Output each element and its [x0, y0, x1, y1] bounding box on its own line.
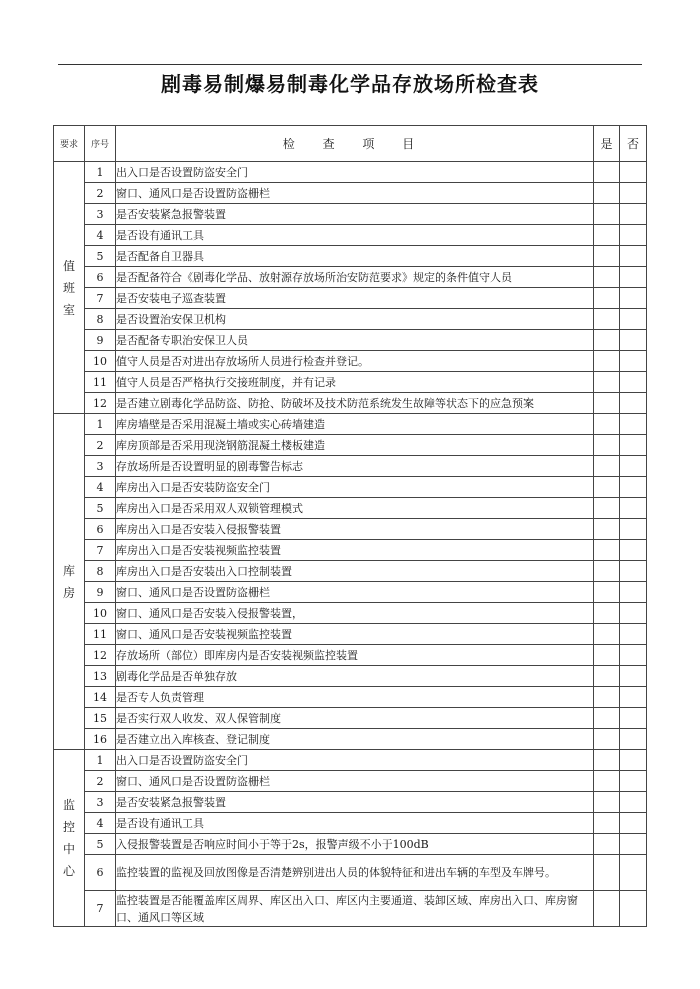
no-cell[interactable] [620, 498, 647, 519]
no-cell[interactable] [620, 855, 647, 891]
yes-cell[interactable] [594, 225, 620, 246]
yes-cell[interactable] [594, 519, 620, 540]
no-cell[interactable] [620, 891, 647, 927]
check-item-text: 是否安装紧急报警装置 [116, 792, 594, 813]
table-row [54, 330, 647, 351]
check-item-text: 是否配备自卫器具 [116, 246, 594, 267]
check-item-text: 是否专人负责管理 [116, 687, 594, 708]
table-row [54, 855, 647, 891]
check-item-text: 存放场所（部位）即库房内是否安装视频监控装置 [116, 645, 594, 666]
table-row [54, 267, 647, 288]
check-item-text: 是否安装电子巡查装置 [116, 288, 594, 309]
check-item-text: 值守人员是否对进出存放场所人员进行检查并登记。 [116, 351, 594, 372]
header-check-item-label: 检 查 项 目 [282, 137, 427, 151]
table-row [54, 645, 647, 666]
check-item-text: 是否安装紧急报警装置 [116, 204, 594, 225]
yes-cell[interactable] [594, 792, 620, 813]
row-seq: 2 [85, 771, 116, 792]
no-cell[interactable] [620, 330, 647, 351]
row-seq: 12 [85, 645, 116, 666]
row-seq: 4 [85, 225, 116, 246]
row-seq: 7 [85, 288, 116, 309]
check-item-text: 库房出入口是否安装出入口控制装置 [116, 561, 594, 582]
table-row [54, 561, 647, 582]
yes-cell[interactable] [594, 393, 620, 414]
table-row [54, 435, 647, 456]
table-row [54, 309, 647, 330]
table-row [54, 540, 647, 561]
table-row [54, 372, 647, 393]
row-seq: 8 [85, 561, 116, 582]
check-item-text: 剧毒化学品是否单独存放 [116, 666, 594, 687]
table-row [54, 708, 647, 729]
table-row [54, 813, 647, 834]
no-cell[interactable] [620, 603, 647, 624]
table-row [54, 603, 647, 624]
no-cell[interactable] [620, 666, 647, 687]
row-seq: 15 [85, 708, 116, 729]
row-seq: 1 [85, 750, 116, 771]
no-cell[interactable] [620, 204, 647, 225]
header-requirement: 要求 [54, 126, 85, 162]
table-body [54, 162, 647, 927]
yes-cell[interactable] [594, 708, 620, 729]
row-seq: 12 [85, 393, 116, 414]
row-seq: 1 [85, 162, 116, 183]
yes-cell[interactable] [594, 666, 620, 687]
row-seq: 9 [85, 330, 116, 351]
yes-cell[interactable] [594, 540, 620, 561]
table-row [54, 582, 647, 603]
table-row [54, 834, 647, 855]
no-cell[interactable] [620, 246, 647, 267]
table-row [54, 729, 647, 750]
no-cell[interactable] [620, 708, 647, 729]
check-item-text: 库房顶部是否采用现浇钢筋混凝土楼板建造 [116, 435, 594, 456]
yes-cell[interactable] [594, 624, 620, 645]
row-seq: 14 [85, 687, 116, 708]
table-row [54, 624, 647, 645]
table-row [54, 477, 647, 498]
row-seq: 16 [85, 729, 116, 750]
no-cell[interactable] [620, 414, 647, 435]
no-cell[interactable] [620, 834, 647, 855]
header-no: 否 [620, 126, 647, 162]
row-seq: 7 [85, 891, 116, 927]
table-row [54, 351, 647, 372]
no-cell[interactable] [620, 456, 647, 477]
row-seq: 11 [85, 372, 116, 393]
check-item-text: 库房出入口是否安装入侵报警装置 [116, 519, 594, 540]
no-cell[interactable] [620, 351, 647, 372]
check-item-text: 是否实行双人收发、双人保管制度 [116, 708, 594, 729]
row-seq: 13 [85, 666, 116, 687]
check-item-text: 是否建立剧毒化学品防盗、防抢、防破坏及技术防范系统发生故障等状态下的应急预案 [116, 393, 594, 414]
table-row [54, 246, 647, 267]
row-seq: 11 [85, 624, 116, 645]
table-row [54, 393, 647, 414]
no-cell[interactable] [620, 771, 647, 792]
check-item-text: 值守人员是否严格执行交接班制度，并有记录 [116, 372, 594, 393]
section-label [54, 162, 85, 414]
check-item-text: 库房出入口是否安装视频监控装置 [116, 540, 594, 561]
check-item-text: 库房出入口是否安装防盗安全门 [116, 477, 594, 498]
section-label-text: 值班室 [62, 258, 75, 317]
no-cell[interactable] [620, 561, 647, 582]
row-seq: 8 [85, 309, 116, 330]
no-cell[interactable] [620, 393, 647, 414]
no-cell[interactable] [620, 687, 647, 708]
check-item-text: 库房墙壁是否采用混凝土墙或实心砖墙建造 [116, 414, 594, 435]
yes-cell[interactable] [594, 645, 620, 666]
table-row [54, 204, 647, 225]
no-cell[interactable] [620, 288, 647, 309]
row-seq: 9 [85, 582, 116, 603]
no-cell[interactable] [620, 477, 647, 498]
yes-cell[interactable] [594, 687, 620, 708]
row-seq: 4 [85, 813, 116, 834]
yes-cell[interactable] [594, 351, 620, 372]
header-yes: 是 [594, 126, 620, 162]
row-seq: 3 [85, 456, 116, 477]
check-item-text: 窗口、通风口是否安装入侵报警装置， [116, 603, 594, 624]
row-seq: 10 [85, 603, 116, 624]
yes-cell[interactable] [594, 582, 620, 603]
no-cell[interactable] [620, 309, 647, 330]
section-label-text: 监控中心 [62, 798, 75, 878]
check-item-text: 是否建立出入库核查、登记制度 [116, 729, 594, 750]
no-cell[interactable] [620, 750, 647, 771]
table-row [54, 162, 647, 183]
no-cell[interactable] [620, 582, 647, 603]
check-item-text: 入侵报警装置是否响应时间小于等于2s，报警声级不小于100dB [116, 834, 594, 855]
yes-cell[interactable] [594, 498, 620, 519]
no-cell[interactable] [620, 813, 647, 834]
yes-cell[interactable] [594, 603, 620, 624]
yes-cell[interactable] [594, 813, 620, 834]
table-row [54, 519, 647, 540]
yes-cell[interactable] [594, 288, 620, 309]
no-cell[interactable] [620, 162, 647, 183]
row-seq: 7 [85, 540, 116, 561]
check-item-text: 出入口是否设置防盗安全门 [116, 750, 594, 771]
no-cell[interactable] [620, 372, 647, 393]
section-label-text: 库房 [62, 563, 75, 600]
yes-cell[interactable] [594, 162, 620, 183]
no-cell[interactable] [620, 645, 647, 666]
inspection-table [53, 125, 647, 927]
header-row [54, 126, 647, 162]
row-seq: 4 [85, 477, 116, 498]
yes-cell[interactable] [594, 267, 620, 288]
header-check-item [116, 126, 594, 162]
row-seq: 5 [85, 246, 116, 267]
yes-cell[interactable] [594, 372, 620, 393]
yes-cell[interactable] [594, 204, 620, 225]
no-cell[interactable] [620, 519, 647, 540]
table-row [54, 792, 647, 813]
table-row [54, 183, 647, 204]
no-cell[interactable] [620, 624, 647, 645]
row-seq: 3 [85, 792, 116, 813]
yes-cell[interactable] [594, 834, 620, 855]
check-item-text: 是否配备符合《剧毒化学品、放射源存放场所治安防范要求》规定的条件值守人员 [116, 267, 594, 288]
check-item-text: 是否设有通讯工具 [116, 225, 594, 246]
table-row [54, 750, 647, 771]
check-item-text: 窗口、通风口是否设置防盗栅栏 [116, 183, 594, 204]
yes-cell[interactable] [594, 477, 620, 498]
page-title: 剧毒易制爆易制毒化学品存放场所检查表 [161, 72, 539, 96]
check-item-text: 是否配备专职治安保卫人员 [116, 330, 594, 351]
top-rule [58, 64, 642, 65]
no-cell[interactable] [620, 267, 647, 288]
check-item-text: 监控装置的监视及回放图像是否清楚辨别进出人员的体貌特征和进出车辆的车型及车牌号。 [116, 855, 594, 891]
section-label [54, 750, 85, 927]
table-row [54, 288, 647, 309]
row-seq: 6 [85, 267, 116, 288]
yes-cell[interactable] [594, 750, 620, 771]
check-item-text: 是否设置治安保卫机构 [116, 309, 594, 330]
yes-cell[interactable] [594, 855, 620, 891]
row-seq: 2 [85, 435, 116, 456]
yes-cell[interactable] [594, 891, 620, 927]
header-seq: 序号 [85, 126, 116, 162]
yes-cell[interactable] [594, 414, 620, 435]
row-seq: 6 [85, 855, 116, 891]
yes-cell[interactable] [594, 435, 620, 456]
table-row [54, 771, 647, 792]
yes-cell[interactable] [594, 183, 620, 204]
yes-cell[interactable] [594, 456, 620, 477]
check-item-text: 窗口、通风口是否设置防盗栅栏 [116, 771, 594, 792]
no-cell[interactable] [620, 183, 647, 204]
row-seq: 3 [85, 204, 116, 225]
check-item-text: 存放场所是否设置明显的剧毒警告标志 [116, 456, 594, 477]
yes-cell[interactable] [594, 309, 620, 330]
row-seq: 5 [85, 498, 116, 519]
yes-cell[interactable] [594, 561, 620, 582]
table-row [54, 891, 647, 927]
check-item-text: 库房出入口是否采用双人双锁管理模式 [116, 498, 594, 519]
yes-cell[interactable] [594, 330, 620, 351]
section-label [54, 414, 85, 750]
no-cell[interactable] [620, 729, 647, 750]
table-row [54, 666, 647, 687]
table-row [54, 687, 647, 708]
yes-cell[interactable] [594, 771, 620, 792]
row-seq: 6 [85, 519, 116, 540]
check-item-text: 窗口、通风口是否设置防盗栅栏 [116, 582, 594, 603]
table-row [54, 414, 647, 435]
table-row [54, 456, 647, 477]
row-seq: 1 [85, 414, 116, 435]
check-item-text: 监控装置是否能覆盖库区周界、库区出入口、库区内主要通道、装卸区域、库房出入口、库房窗口、通风口等区域 [116, 891, 594, 927]
check-item-text: 出入口是否设置防盗安全门 [116, 162, 594, 183]
row-seq: 2 [85, 183, 116, 204]
no-cell[interactable] [620, 225, 647, 246]
no-cell[interactable] [620, 435, 647, 456]
table-row [54, 225, 647, 246]
yes-cell[interactable] [594, 246, 620, 267]
check-item-text: 是否设有通讯工具 [116, 813, 594, 834]
table-row [54, 498, 647, 519]
no-cell[interactable] [620, 540, 647, 561]
check-item-text: 窗口、通风口是否安装视频监控装置 [116, 624, 594, 645]
row-seq: 5 [85, 834, 116, 855]
no-cell[interactable] [620, 792, 647, 813]
row-seq: 10 [85, 351, 116, 372]
yes-cell[interactable] [594, 729, 620, 750]
